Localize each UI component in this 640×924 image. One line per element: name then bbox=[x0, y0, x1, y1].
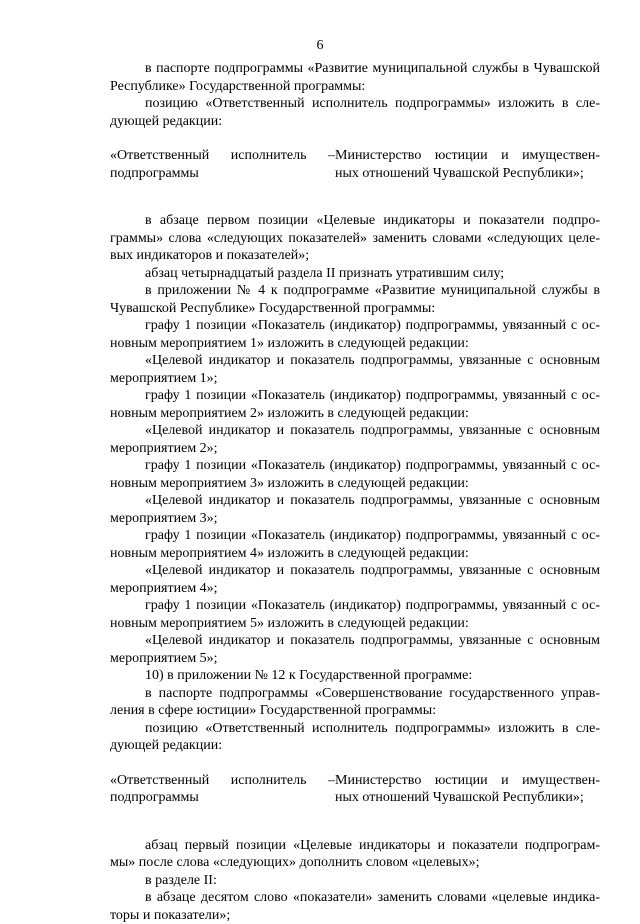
text-line: мероприятием 3»; bbox=[110, 510, 600, 528]
text-line: новным мероприятием 1» изложить в следующей редакции: bbox=[110, 335, 600, 353]
text-line: граммы» слова «следующих показателей» заменить словами «следующих целе- bbox=[110, 230, 600, 248]
text-line: «Целевой индикатор и показатель подпрограммы, увязанные с основным bbox=[110, 562, 600, 580]
table-value-line: Министерство юстиции и имуществен- bbox=[335, 147, 600, 165]
text-line: графу 1 позиции «Показатель (индикатор) подпрограммы, увязанный с ос- bbox=[110, 527, 600, 545]
text-line: дующей редакции: bbox=[110, 737, 600, 755]
text-line: графу 1 позиции «Показатель (индикатор) подпрограммы, увязанный с ос- bbox=[110, 597, 600, 615]
table-value-line: Министерство юстиции и имуществен- bbox=[335, 772, 600, 790]
text-line: в паспорте подпрограммы «Развитие муниципальной службы в Чувашской bbox=[110, 60, 600, 78]
text-line: новным мероприятием 3» изложить в следующей редакции: bbox=[110, 475, 600, 493]
text-line: «Целевой индикатор и показатель подпрограммы, увязанные с основным bbox=[110, 632, 600, 650]
text-line: мероприятием 4»; bbox=[110, 580, 600, 598]
text-line: мероприятием 1»; bbox=[110, 370, 600, 388]
text-line: в абзаце десятом слово «показатели» заменить словами «целевые индика- bbox=[110, 889, 600, 907]
table-label-line: «Ответственный исполнитель – bbox=[110, 772, 335, 790]
text-line: в абзаце первом позиции «Целевые индикаторы и показатели подпро- bbox=[110, 212, 600, 230]
text-line: дующей редакции: bbox=[110, 113, 600, 131]
table-value-line: ных отношений Чувашской Республики»; bbox=[335, 789, 600, 807]
text-line: Чувашской Республике» Государственной программы: bbox=[110, 300, 600, 318]
text-line: позицию «Ответственный исполнитель подпрограммы» изложить в сле- bbox=[110, 720, 600, 738]
table-label-line: подпрограммы bbox=[110, 789, 335, 807]
text-line: в паспорте подпрограммы «Совершенствование государственного управ- bbox=[110, 685, 600, 703]
text-line: «Целевой индикатор и показатель подпрограммы, увязанные с основным bbox=[110, 422, 600, 440]
text-line: в разделе II: bbox=[110, 872, 600, 890]
responsible-executor-table-1 bbox=[110, 147, 600, 182]
text-line: графу 1 позиции «Показатель (индикатор) подпрограммы, увязанный с ос- bbox=[110, 387, 600, 405]
text-line: в приложении № 4 к подпрограмме «Развитие муниципальной службы в bbox=[110, 282, 600, 300]
text-line: графу 1 позиции «Показатель (индикатор) подпрограммы, увязанный с ос- bbox=[110, 457, 600, 475]
page-number: 6 bbox=[0, 38, 640, 54]
text-line: абзац четырнадцатый раздела II признать утратившим силу; bbox=[110, 265, 600, 283]
table-value-line: ных отношений Чувашской Республики»; bbox=[335, 165, 600, 183]
text-line: новным мероприятием 5» изложить в следующей редакции: bbox=[110, 615, 600, 633]
text-line: новным мероприятием 2» изложить в следующей редакции: bbox=[110, 405, 600, 423]
text-line: торы и показатели»; bbox=[110, 907, 600, 924]
text-line: новным мероприятием 4» изложить в следующей редакции: bbox=[110, 545, 600, 563]
text-line: «Целевой индикатор и показатель подпрограммы, увязанные с основным bbox=[110, 352, 600, 370]
document-body bbox=[110, 60, 600, 924]
text-line: 10) в приложении № 12 к Государственной программе: bbox=[110, 667, 600, 685]
table-label-line: подпрограммы bbox=[110, 165, 335, 183]
text-line: мероприятием 5»; bbox=[110, 650, 600, 668]
table-label-cell bbox=[110, 147, 335, 182]
table-label-cell bbox=[110, 772, 335, 807]
text-line: абзац первый позиции «Целевые индикаторы и показатели подпрограм- bbox=[110, 837, 600, 855]
text-line: вых индикаторов и показателей»; bbox=[110, 247, 600, 265]
table-value-cell bbox=[335, 772, 600, 807]
text-line: мероприятием 2»; bbox=[110, 440, 600, 458]
text-line: Республике» Государственной программы: bbox=[110, 78, 600, 96]
text-line: мы» после слова «следующих» дополнить словом «целевых»; bbox=[110, 854, 600, 872]
text-line: «Целевой индикатор и показатель подпрограммы, увязанные с основным bbox=[110, 492, 600, 510]
text-line: ления в сфере юстиции» Государственной программы: bbox=[110, 702, 600, 720]
responsible-executor-table-2 bbox=[110, 772, 600, 807]
table-label-line: «Ответственный исполнитель – bbox=[110, 147, 335, 165]
text-line: позицию «Ответственный исполнитель подпрограммы» изложить в сле- bbox=[110, 95, 600, 113]
text-line: графу 1 позиции «Показатель (индикатор) подпрограммы, увязанный с ос- bbox=[110, 317, 600, 335]
table-value-cell bbox=[335, 147, 600, 182]
